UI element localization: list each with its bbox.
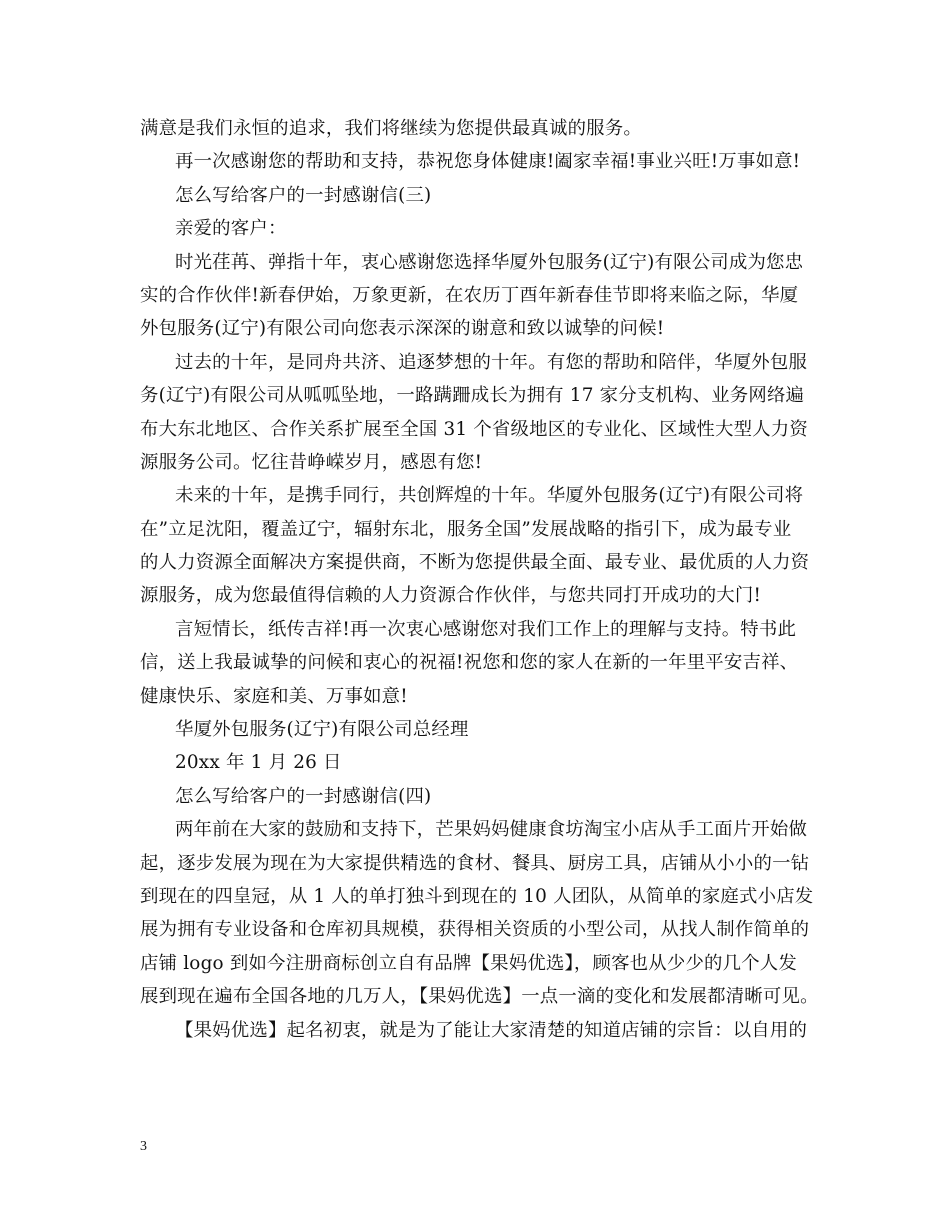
text-line-17: 信，送上我最诚挚的问候和衷心的祝福!祝您和您的家人在新的一年里平安吉祥、 <box>140 652 799 674</box>
document-body <box>140 112 825 1047</box>
text-line-23: 起，逐步发展为现在为大家提供精选的食材、餐具、厨房工具，店铺从小小的一钻 <box>140 852 810 874</box>
salutation: 亲爱的客户： <box>175 218 287 240</box>
page-number: 3 <box>140 1139 147 1154</box>
text-line-18: 健康快乐、家庭和美、万事如意! <box>140 685 408 707</box>
text-line-8: 过去的十年，是同舟共济、追逐梦想的十年。有您的帮助和陪伴，华厦外包服 <box>175 351 808 373</box>
text-line-13: 在”立足沈阳，覆盖辽宁，辐射东北，服务全国”发展战略的指引下，成为最专业 <box>140 518 792 540</box>
text-line-28: 【果妈优选】起名初衷，就是为了能让大家清楚的知道店铺的宗旨：以自用的 <box>175 1019 808 1041</box>
section-heading-4: 怎么写给客户的一封感谢信(四) <box>175 785 432 807</box>
text-line-1: 满意是我们永恒的追求，我们将继续为您提供最真诚的服务。 <box>140 118 642 139</box>
text-line-26: 店铺 logo 到如今注册商标创立自有品牌【果妈优选】，顾客也从少少的几个人发 <box>140 952 797 974</box>
text-line-2: 再一次感谢您的帮助和支持，恭祝您身体健康!阖家幸福!事业兴旺!万事如意! <box>175 151 801 173</box>
signature-date: 20xx 年 1 月 26 日 <box>175 752 342 774</box>
text-line-6: 实的合作伙伴!新春伊始，万象更新，在农历丁酉年新春佳节即将来临之际，华厦 <box>140 284 799 306</box>
text-line-11: 源服务公司。忆往昔峥嵘岁月，感恩有您! <box>140 451 483 473</box>
text-line-25: 展为拥有专业设备和仓库初具规模，获得相关资质的小型公司，从找人制作简单的 <box>140 919 810 941</box>
text-line-9: 务(辽宁)有限公司从呱呱坠地，一路蹒跚成长为拥有 17 家分支机构、业务网络遍 <box>140 385 805 407</box>
text-line-12: 未来的十年，是携手同行，共创辉煌的十年。华厦外包服务(辽宁)有限公司将 <box>175 485 804 507</box>
text-line-24: 到现在的四皇冠，从 1 人的单打独斗到现在的 10 人团队，从简单的家庭式小店发 <box>140 885 814 907</box>
text-line-5: 时光荏苒、弹指十年，衷心感谢您选择华厦外包服务(辽宁)有限公司成为您忠 <box>175 251 804 273</box>
signature-company: 华厦外包服务(辽宁)有限公司总经理 <box>175 719 469 741</box>
section-heading-3: 怎么写给客户的一封感谢信(三) <box>175 184 432 206</box>
text-line-14: 的人力资源全面解决方案提供商，不断为您提供最全面、最专业、最优质的人力资 <box>140 552 810 574</box>
text-line-22: 两年前在大家的鼓励和支持下，芒果妈妈健康食坊淘宝小店从手工面片开始做 <box>175 819 808 841</box>
text-line-10: 布大东北地区、合作关系扩展至全国 31 个省级地区的专业化、区域性大型人力资 <box>140 418 808 440</box>
text-line-16: 言短情长，纸传吉祥!再一次衷心感谢您对我们工作上的理解与支持。特书此 <box>175 618 797 640</box>
text-line-15: 源服务，成为您最值得信赖的人力资源合作伙伴，与您共同打开成功的大门! <box>140 585 762 607</box>
text-line-27: 展到现在遍布全国各地的几万人，【果妈优选】一点一滴的变化和发展都清晰可见。 <box>140 986 819 1008</box>
text-line-7: 外包服务(辽宁)有限公司向您表示深深的谢意和致以诚挚的问候! <box>140 318 665 340</box>
